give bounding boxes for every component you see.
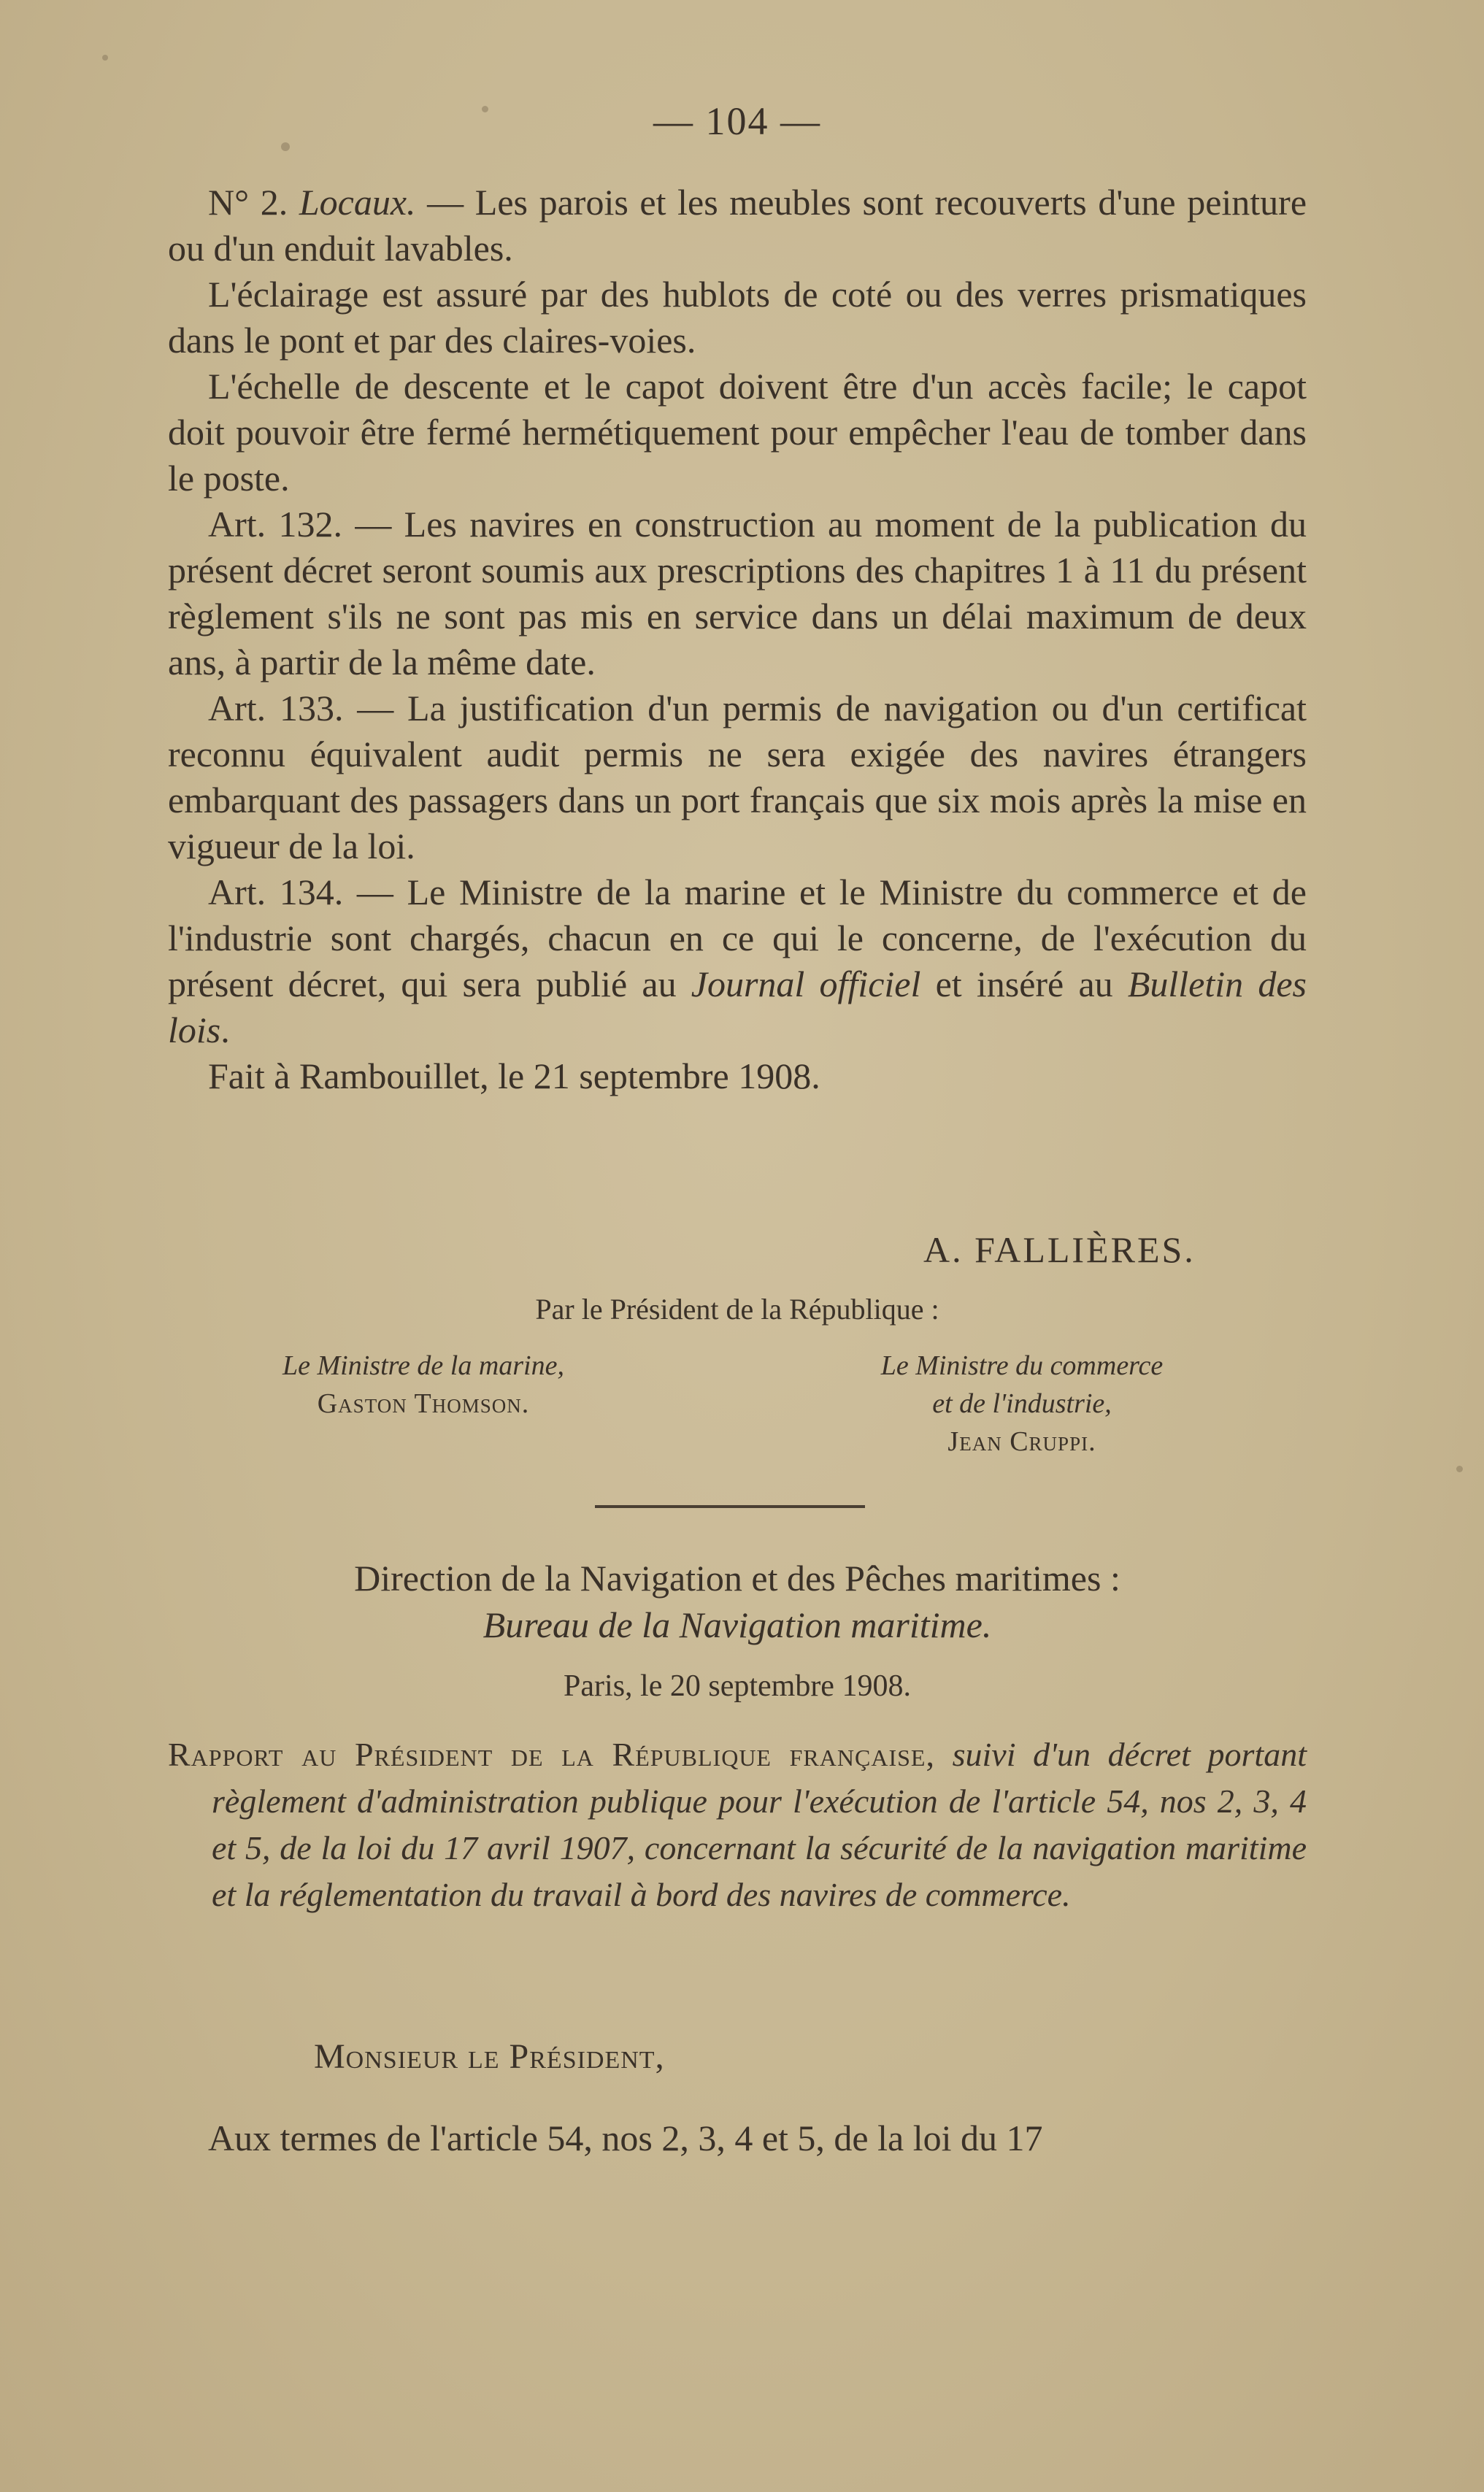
item-text: — Les parois et les meubles sont recouverts d'une peinture ou d'un enduit lavables. xyxy=(168,182,1307,269)
paragraph-article-134 xyxy=(168,869,1307,1053)
minister-marine-name: Gaston Thomson. xyxy=(317,1388,530,1419)
minister-commerce-title: Le Ministre du commerce xyxy=(880,1350,1164,1381)
bureau-line: Bureau de la Navigation maritime. xyxy=(483,1604,992,1645)
paragraph-locaux xyxy=(168,180,1307,272)
last-line xyxy=(168,2115,1307,2161)
ink-speck xyxy=(1456,1466,1463,1472)
section-divider xyxy=(595,1505,865,1508)
article-134-mid: et inséré au xyxy=(920,964,1128,1004)
item-title: Locaux. xyxy=(299,182,416,223)
rapport-heading xyxy=(168,1731,1307,1918)
paragraph-eclairage: L'éclairage est assuré par des hublots de coté ou des verres prismatiques dans le pont et par des claires-voies. xyxy=(168,274,1307,361)
body-text xyxy=(168,180,1307,1099)
paragraph-article-133: Art. 133. — La justification d'un permis de navigation ou d'un certificat reconnu équivalent audit permis ne sera exigée des navires étrangers embarquant des passagers dans un port français que six mois après la mise en vigueur de la loi. xyxy=(168,688,1307,866)
paragraph-fait-a: Fait à Rambouillet, le 21 septembre 1908. xyxy=(208,1055,820,1096)
minister-commerce-name: Jean Cruppi. xyxy=(947,1426,1096,1457)
opening-line: Aux termes de l'article 54, nos 2, 3, 4 et 5, de la loi du 17 xyxy=(208,2118,1043,2158)
rapport-subtitle: suivi d'un décret portant règlement d'administration publique pour l'exécution de l'article 54, nos 2, 3, 4 et 5, de la loi du 17 avril 1907, concernant la sécurité de la navigation maritime et la réglementation du travail à bord des navires de commerce. xyxy=(212,1736,1307,1913)
signature-right xyxy=(810,1347,1234,1461)
rapport-title: Rapport au Président de la République française, xyxy=(168,1736,935,1773)
journal-officiel-ref: Journal officiel xyxy=(691,964,921,1004)
direction-line: Direction de la Navigation et des Pêches maritimes : xyxy=(354,1558,1120,1599)
signature-president: A. FALLIÈRES. xyxy=(923,1229,1196,1270)
item-number: N° 2. xyxy=(208,182,299,223)
paragraph-article-132: Art. 132. — Les navires en construction au moment de la publication du présent décret seront soumis aux prescriptions des chapitres 1 à 11 du présent règlement s'ils ne sont pas mis en service dans un délai maximum de deux ans, à partir de la même date. xyxy=(168,504,1307,682)
signature-left xyxy=(219,1347,628,1423)
article-134-end: . xyxy=(220,1010,230,1050)
page-number: — 104 — xyxy=(653,99,821,143)
rapport-paragraph xyxy=(168,1731,1307,1918)
bulletin-des-lois-ref: Bulletin des lois xyxy=(168,964,1307,1050)
date-line: Paris, le 20 septembre 1908. xyxy=(564,1669,911,1703)
article-134-text: Art. 134. — Le Ministre de la marine et le Ministre du commerce et de l'industrie sont chargés, chacun en ce qui le concerne, de l'exécution du présent décret, qui sera publié au xyxy=(168,872,1307,1004)
direction-header xyxy=(168,1555,1307,1708)
salutation: Monsieur le Président, xyxy=(314,2037,665,2076)
signature-by-line: Par le Président de la République : xyxy=(535,1293,939,1326)
minister-commerce-title-2: et de l'industrie, xyxy=(932,1388,1112,1419)
minister-marine-title: Le Ministre de la marine, xyxy=(282,1350,564,1381)
ink-speck xyxy=(102,55,108,61)
paragraph-echelle: L'échelle de descente et le capot doivent être d'un accès facile; le capot doit pouvoir être fermé hermétiquement pour empêcher l'eau de tomber dans le poste. xyxy=(168,366,1307,499)
